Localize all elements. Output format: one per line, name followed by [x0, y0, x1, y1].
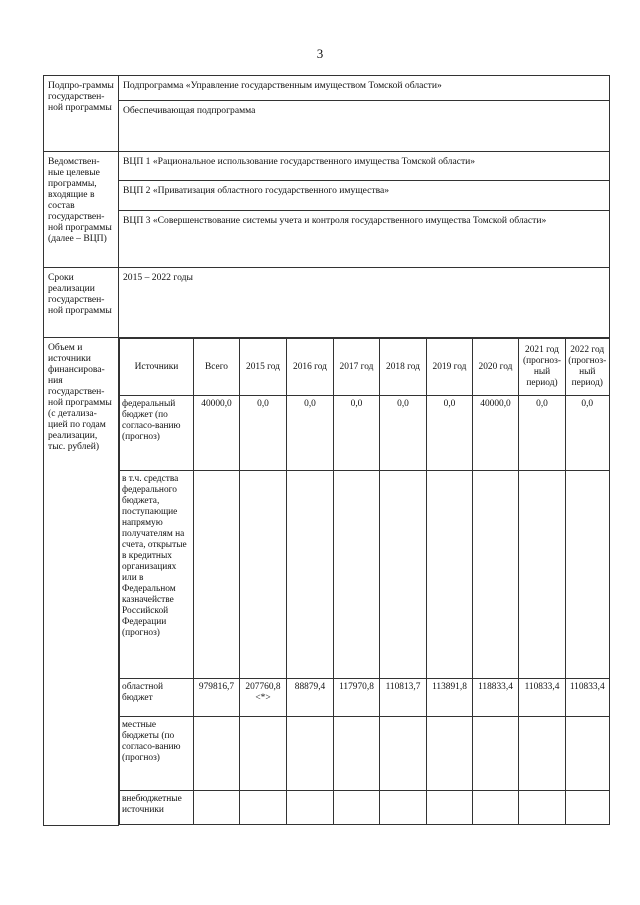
header-2022: 2022 год (прогноз-ный период) [566, 339, 610, 396]
value-cell: 0,0 [240, 396, 287, 471]
value-cell: 118833,4 [473, 679, 519, 717]
value-cell [380, 717, 427, 791]
value-cell [334, 471, 380, 679]
value-cell: 0,0 [519, 396, 566, 471]
value-cell [519, 471, 566, 679]
value-cell: 0,0 [427, 396, 473, 471]
value-cell [334, 791, 380, 825]
value-cell: 110833,4 [566, 679, 610, 717]
value-cell [566, 471, 610, 679]
value-cell: 0,0 [380, 396, 427, 471]
value-cell: 40000,0 [473, 396, 519, 471]
header-total: Всего [194, 339, 240, 396]
subprogram-item: Подпрограмма «Управление государственным имуществом Томской области» [119, 76, 610, 101]
source-name: областной бюджет [120, 679, 194, 717]
header-2016: 2016 год [287, 339, 334, 396]
value-cell [427, 717, 473, 791]
vcp-item: ВЦП 2 «Приватизация областного государственного имущества» [119, 181, 610, 211]
value-cell: 207760,8 <*> [240, 679, 287, 717]
value-cell: 88879,4 [287, 679, 334, 717]
value-cell [473, 717, 519, 791]
value-cell [427, 791, 473, 825]
header-2019: 2019 год [427, 339, 473, 396]
value-cell [194, 791, 240, 825]
value-cell [473, 471, 519, 679]
value-cell: 40000,0 [194, 396, 240, 471]
subprograms-label: Подпро-граммы государствен-ной программы [44, 76, 119, 152]
source-name: местные бюджеты (по согласо-ванию (прогноз) [120, 717, 194, 791]
value-cell [380, 471, 427, 679]
value-cell [519, 717, 566, 791]
value-cell: 0,0 [566, 396, 610, 471]
value-cell: 110813,7 [380, 679, 427, 717]
value-cell [287, 471, 334, 679]
source-name: федеральный бюджет (по согласо-ванию (прогноз) [120, 396, 194, 471]
header-sources: Источники [120, 339, 194, 396]
value-cell: 110833,4 [519, 679, 566, 717]
value-cell [287, 791, 334, 825]
page-number: 3 [316, 46, 324, 61]
value-cell [519, 791, 566, 825]
header-2020: 2020 год [473, 339, 519, 396]
subprogram-item: Обеспечивающая подпрограмма [119, 101, 610, 152]
terms-label: Сроки реализации государствен-ной программы [44, 268, 119, 338]
value-cell: 0,0 [287, 396, 334, 471]
value-cell [194, 717, 240, 791]
value-cell [240, 471, 287, 679]
source-name: внебюджетные источники [120, 791, 194, 825]
vcp-item: ВЦП 1 «Рациональное использование государственного имущества Томской области» [119, 152, 610, 181]
header-2015: 2015 год [240, 339, 287, 396]
vcp-label: Ведомствен-ные целевые программы, входящие в состав государствен-ной программы (далее – ВЦП) [44, 152, 119, 268]
finance-table [119, 338, 610, 825]
value-cell [334, 717, 380, 791]
finance-label: Объем и источники финансирова-ния государствен-ной программы (с детализа-цией по годам реализации, тыс. рублей) [44, 338, 119, 826]
value-cell [566, 717, 610, 791]
value-cell [473, 791, 519, 825]
value-cell [427, 471, 473, 679]
vcp-item: ВЦП 3 «Совершенствование системы учета и контроля государственного имущества Томской области» [119, 211, 610, 268]
value-cell: 979816,7 [194, 679, 240, 717]
value-cell: 113891,8 [427, 679, 473, 717]
value-cell: 0,0 [334, 396, 380, 471]
header-2017: 2017 год [334, 339, 380, 396]
value-cell [194, 471, 240, 679]
value-cell [566, 791, 610, 825]
header-2018: 2018 год [380, 339, 427, 396]
header-2021: 2021 год (прогноз-ный период) [519, 339, 566, 396]
terms-value: 2015 – 2022 годы [119, 268, 610, 338]
value-cell [380, 791, 427, 825]
passport-table [43, 75, 610, 826]
value-cell: 117970,8 [334, 679, 380, 717]
value-cell [287, 717, 334, 791]
source-name: в т.ч. средства федерального бюджета, поступающие напрямую получателям на счета, открытые в кредитных организациях или в Федеральном казначействе Российской Федерации (прогноз) [120, 471, 194, 679]
value-cell [240, 791, 287, 825]
value-cell [240, 717, 287, 791]
